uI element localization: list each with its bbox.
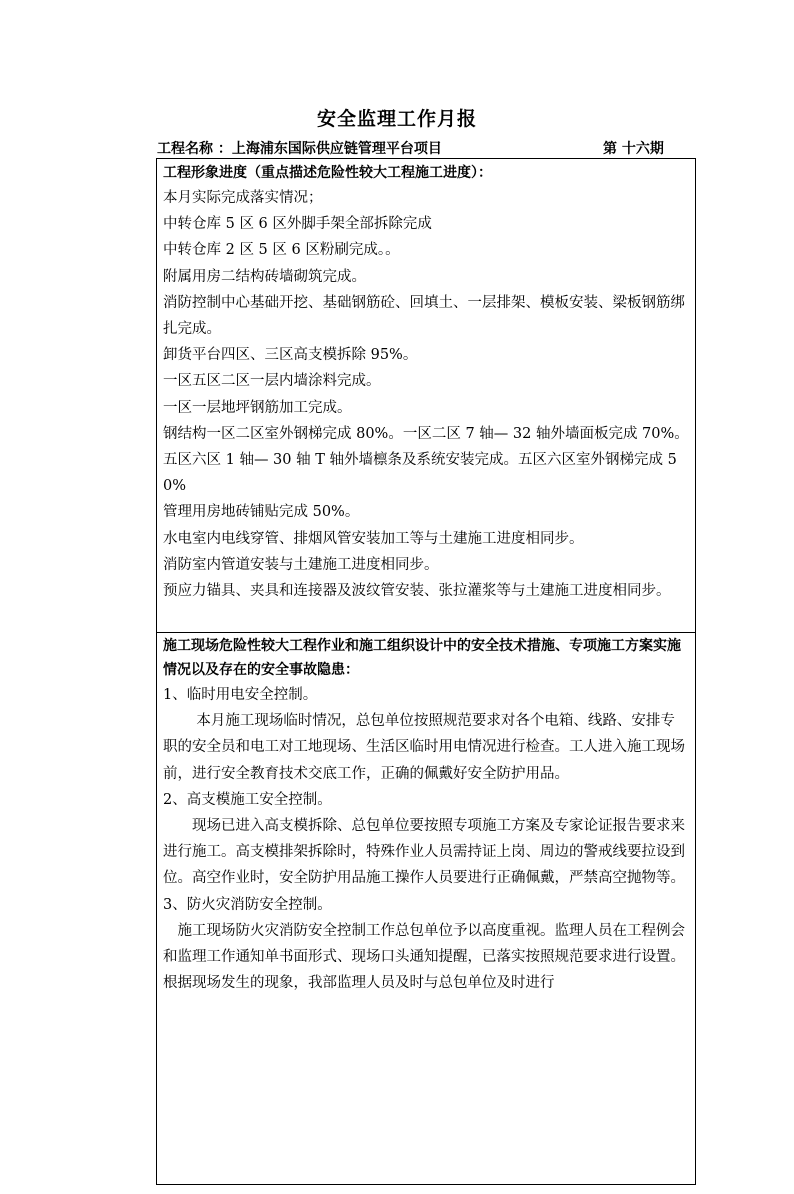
progress-section [157,161,695,633]
progress-line: 消防室内管道安装与土建施工进度相同步。 [163,556,439,573]
safety-item-title: 1、临时用电安全控制。 [163,687,318,703]
safety-item-body: 本月施工现场临时情况，总包单位按照规范要求对各个电箱、线路、安排专职的安全员和电工对工地现场、生活区临时用电情况进行检查。工人进入施工现场前，进行安全教育技术交底工作，正确的佩戴好安全防护用品。 [163,713,685,782]
progress-line: 附属用房二结构砖墙砌筑完成。 [163,268,366,285]
progress-line: 预应力锚具、夹具和连接器及波纹管安装、张拉灌浆等与土建施工进度相同步。 [163,583,671,600]
progress-line: 卸货平台四区、三区高支模拆除 95%。 [163,347,418,364]
progress-line: 一区一层地坪钢筋加工完成。 [163,399,352,416]
safety-item-body: 施工现场防火灾消防安全控制工作总包单位予以高度重视。监理人员在工程例会和监理工作通知单书面形式、现场口头通知提醒，已落实按照规范要求进行设置。根据现场发生的现象，我部监理人员及时与总包单位及时进行 [163,922,685,992]
safety-measures-section [157,634,695,1194]
progress-line: 五区六区 1 轴— 30 轴 T 轴外墙檩条及系统安装完成。五区六区室外钢梯完成 50% [163,452,677,495]
report-title: 安全监理工作月报 [316,108,477,130]
progress-line: 中转仓库 5 区 6 区外脚手架全部拆除完成 [163,216,432,233]
safety-item-title: 3、防火灾消防安全控制。 [163,896,332,913]
report-table [156,158,696,1185]
progress-heading: 工程形象进度（重点描述危险性较大工程施工进度）： [163,165,492,181]
project-name: 工程名称 ：上海浦东国际供应链管理平台项目 [157,141,442,157]
progress-line: 水电室内电线穿管、排烟风管安装加工等与土建施工进度相同步。 [163,530,584,547]
report-meta-row [157,140,697,158]
progress-line: 中转仓库 2 区 5 区 6 区粉刷完成。。 [163,242,400,259]
progress-line: 消防控制中心基础开挖、基础钢筋砼、回填土、一层排架、模板安装、梁板钢筋绑扎完成。 [163,294,685,338]
progress-line: 一区五区二区一层内墙涂料完成。 [163,373,381,390]
safety-heading: 施工现场危险性较大工程作业和施工组织设计中的安全技术措施、专项施工方案实施情况以及存在的安全事故隐患： [163,638,681,678]
report-period: 第 十六期 [603,141,664,157]
progress-line: 钢结构一区二区室外钢梯完成 80%。一区二区 7 轴— 32 轴外墙面板完成 70%。 [163,425,689,442]
safety-item-title: 2、高支模施工安全控制。 [163,791,332,808]
progress-line: 管理用房地砖铺贴完成 50%。 [163,504,360,521]
safety-item-body: 现场已进入高支模拆除、总包单位要按照专项施工方案及专家论证报告要求来进行施工。高支模排架拆除时，特殊作业人员需持证上岗、周边的警戒线要拉设到位。高空作业时，安全防护用品施工操作人员要进行正确佩戴，严禁高空抛物等。 [163,818,685,887]
progress-line: 本月实际完成落实情况； [163,190,323,206]
